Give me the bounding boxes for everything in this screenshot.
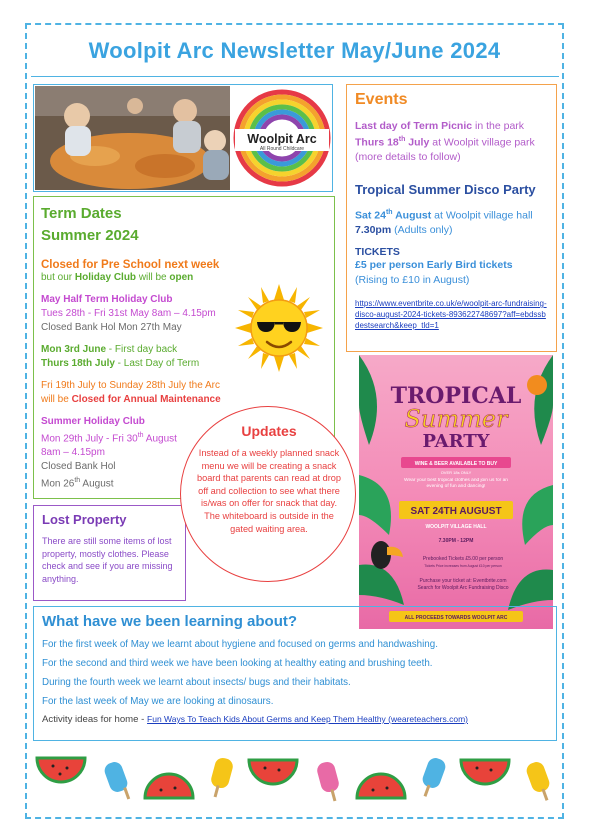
tickets-price: £5 per person Early Bird tickets: [355, 259, 513, 271]
may-club-title: May Half Term Holiday Club: [41, 294, 173, 305]
lost-property-text: There are still some items of lost property, mostly clothes. Please check and see if you are missing anything.: [42, 536, 173, 584]
picnic-place: at Woolpit village park: [429, 136, 535, 149]
watermelon-slice-icon: [357, 774, 405, 798]
activity-ideas: [42, 714, 548, 725]
may-club-dates: Tues 28th - Fri 31st May 8am – 4.15pm: [41, 308, 216, 319]
poster-time: 7.30PM - 12PM: [438, 538, 474, 544]
eventbrite-link[interactable]: https://www.eventbrite.co.uk/e/woolpit-arc-fundraising-disco-august-2024-tickets-893622748697?aff=ebdssbdestsearch&keep_tld=1: [355, 299, 547, 330]
lost-property-panel: [33, 505, 186, 601]
poster-line1: TROPICAL: [390, 383, 522, 409]
watermelon-border-art: [35, 748, 555, 812]
lost-property-title: Lost Property: [42, 512, 127, 527]
poster-search: Search for Woolpit Arc Fundraising Disco: [417, 585, 509, 591]
learning-line: For the first week of May we learnt about hygiene and focused on germs and handwashing.: [42, 639, 438, 650]
annual-pre: will be: [41, 394, 72, 405]
learning-line: For the second and third week we have been looking at healthy eating and brushing teeth.: [42, 658, 433, 669]
tropical-party-poster: [359, 355, 553, 629]
title-divider: [31, 76, 559, 77]
watermelon-slice-icon: [249, 760, 297, 784]
picnic-date: [355, 133, 548, 150]
june-date: Mon 3rd June: [41, 344, 107, 355]
disco-date-text: Sat 24: [355, 209, 386, 221]
updates-title: Updates: [241, 423, 297, 439]
poster-line3: PARTY: [422, 431, 490, 452]
picnic-lead: Last day of Term Picnic: [355, 120, 473, 132]
watermelon-slice-icon: [37, 758, 85, 782]
events-panel: [346, 84, 557, 352]
summer-club-hours: 8am – 4.15pm: [41, 447, 105, 459]
sun-sunglasses-icon: [233, 282, 325, 374]
poster-prebook: Prebooked Tickets £5.00 per person: [422, 556, 504, 562]
ice-lolly-icon: [315, 760, 340, 801]
disco-time-text: 7.30pm: [355, 224, 392, 236]
poster-footer: ALL PROCEEDS TOWARDS WOOLPIT ARC: [404, 615, 508, 621]
poster-purchase: Purchase your ticket at: Eventbrite.com: [419, 578, 507, 584]
picnic-sup: th: [398, 136, 406, 143]
picnic-note: (more details to follow): [355, 150, 461, 163]
learning-panel: [33, 606, 557, 741]
picnic-date-tail: July: [405, 136, 430, 149]
annual-closure: Fri 19th July to Sunday 28th July the Arc: [41, 380, 220, 391]
ice-lolly-icon: [420, 756, 447, 797]
holiday-club-text: Holiday Club: [74, 272, 137, 283]
picnic-tail: in the park: [472, 120, 525, 132]
tickets-rise: (Rising to £10 in August): [355, 274, 470, 286]
activity-link[interactable]: Fun Ways To Teach Kids About Germs and Keep Them Healthy (weareteachers.com): [147, 714, 468, 724]
poster-banner: WINE & BEER AVAILABLE TO BUY: [414, 461, 498, 467]
activity-label: Activity ideas for home -: [42, 714, 148, 725]
updates-circle: [180, 406, 356, 582]
learning-title: What have we been learning about?: [42, 613, 298, 630]
updates-text: Instead of a weekly planned snack menu we will be creating a snack board that parents can read at drop off and collection to see what there is/was on offer for snack that day. The whiteboard is outside in the gated waiting area.: [196, 448, 342, 534]
holiday-open: open: [169, 272, 194, 283]
term-dates-heading: Term Dates: [41, 205, 122, 222]
closed-notice: Closed for Pre School next week: [41, 259, 220, 271]
july-date: Thurs 18th July: [41, 358, 115, 369]
summer-dates-tail: August: [143, 433, 177, 445]
annual-bold: Closed for Annual Maintenance: [71, 394, 221, 405]
holiday-mid: will be: [136, 272, 170, 283]
holiday-pre: but our: [41, 272, 75, 283]
watermelon-slice-icon: [145, 774, 193, 798]
closed2-sup: th: [74, 477, 81, 485]
photo-logo-panel: [33, 84, 333, 192]
poster-date: SAT 24TH AUGUST: [410, 506, 502, 517]
poster-venue: WOOLPIT VILLAGE HALL: [425, 524, 487, 530]
annual-closure-2: [41, 393, 327, 407]
disco-sup: th: [385, 208, 393, 216]
logo-name: Woolpit Arc: [247, 132, 317, 146]
ice-lolly-icon: [102, 760, 130, 800]
woolpit-arc-logo: [233, 89, 331, 187]
ice-lolly-icon: [524, 760, 551, 801]
poster-line2: Summer: [404, 405, 508, 433]
learning-line: During the fourth week we learnt about insects/ bugs and their habitats.: [42, 677, 351, 688]
disco-date: [355, 205, 548, 224]
learning-line: For the last week of May we are looking at dinosaurs.: [42, 696, 274, 707]
watermelon-slice-icon: [461, 760, 509, 784]
closed2-tail: August: [80, 478, 114, 490]
summer-sup: th: [137, 432, 144, 439]
poster-prebook2: Tickets Price increases from August £10 per person: [424, 564, 502, 568]
poster-banner2: OVER 18s ONLY: [440, 470, 472, 475]
picnic-date-text: Thurs 18: [355, 136, 399, 149]
disco-place: at Woolpit village hall: [431, 209, 533, 221]
summer-dates-pre: Mon 29th July - Fri 30: [41, 433, 138, 445]
disco-title: Tropical Summer Disco Party: [355, 181, 536, 197]
closed2-pre: Mon 26: [41, 478, 75, 490]
ice-lolly-icon: [209, 756, 234, 797]
june-text: - First day back: [106, 344, 178, 355]
disco-adults: (Adults only): [391, 224, 453, 236]
disco-date-tail: August: [392, 209, 432, 221]
may-club-closed: Closed Bank Hol Mon 27th May: [41, 322, 182, 333]
newsletter-title: Woolpit Arc Newsletter May/June 2024: [88, 38, 501, 63]
summer-club-closed: Closed Bank Hol: [41, 461, 116, 473]
july-text: - Last Day of Term: [114, 358, 200, 369]
events-heading: Events: [355, 91, 408, 108]
summer-club-title: Summer Holiday Club: [41, 416, 145, 427]
disco-time: [355, 223, 548, 238]
picnic-line: [355, 119, 548, 133]
tickets-heading: TICKETS: [355, 246, 400, 258]
poster-invite: Wear your best tropical clothes and join us for an evening of fun and dancing!: [404, 478, 508, 489]
logo-tagline: All Round Childcare: [259, 146, 305, 152]
term-season-heading: Summer 2024: [41, 227, 139, 244]
children-playing-photo: [35, 86, 230, 190]
